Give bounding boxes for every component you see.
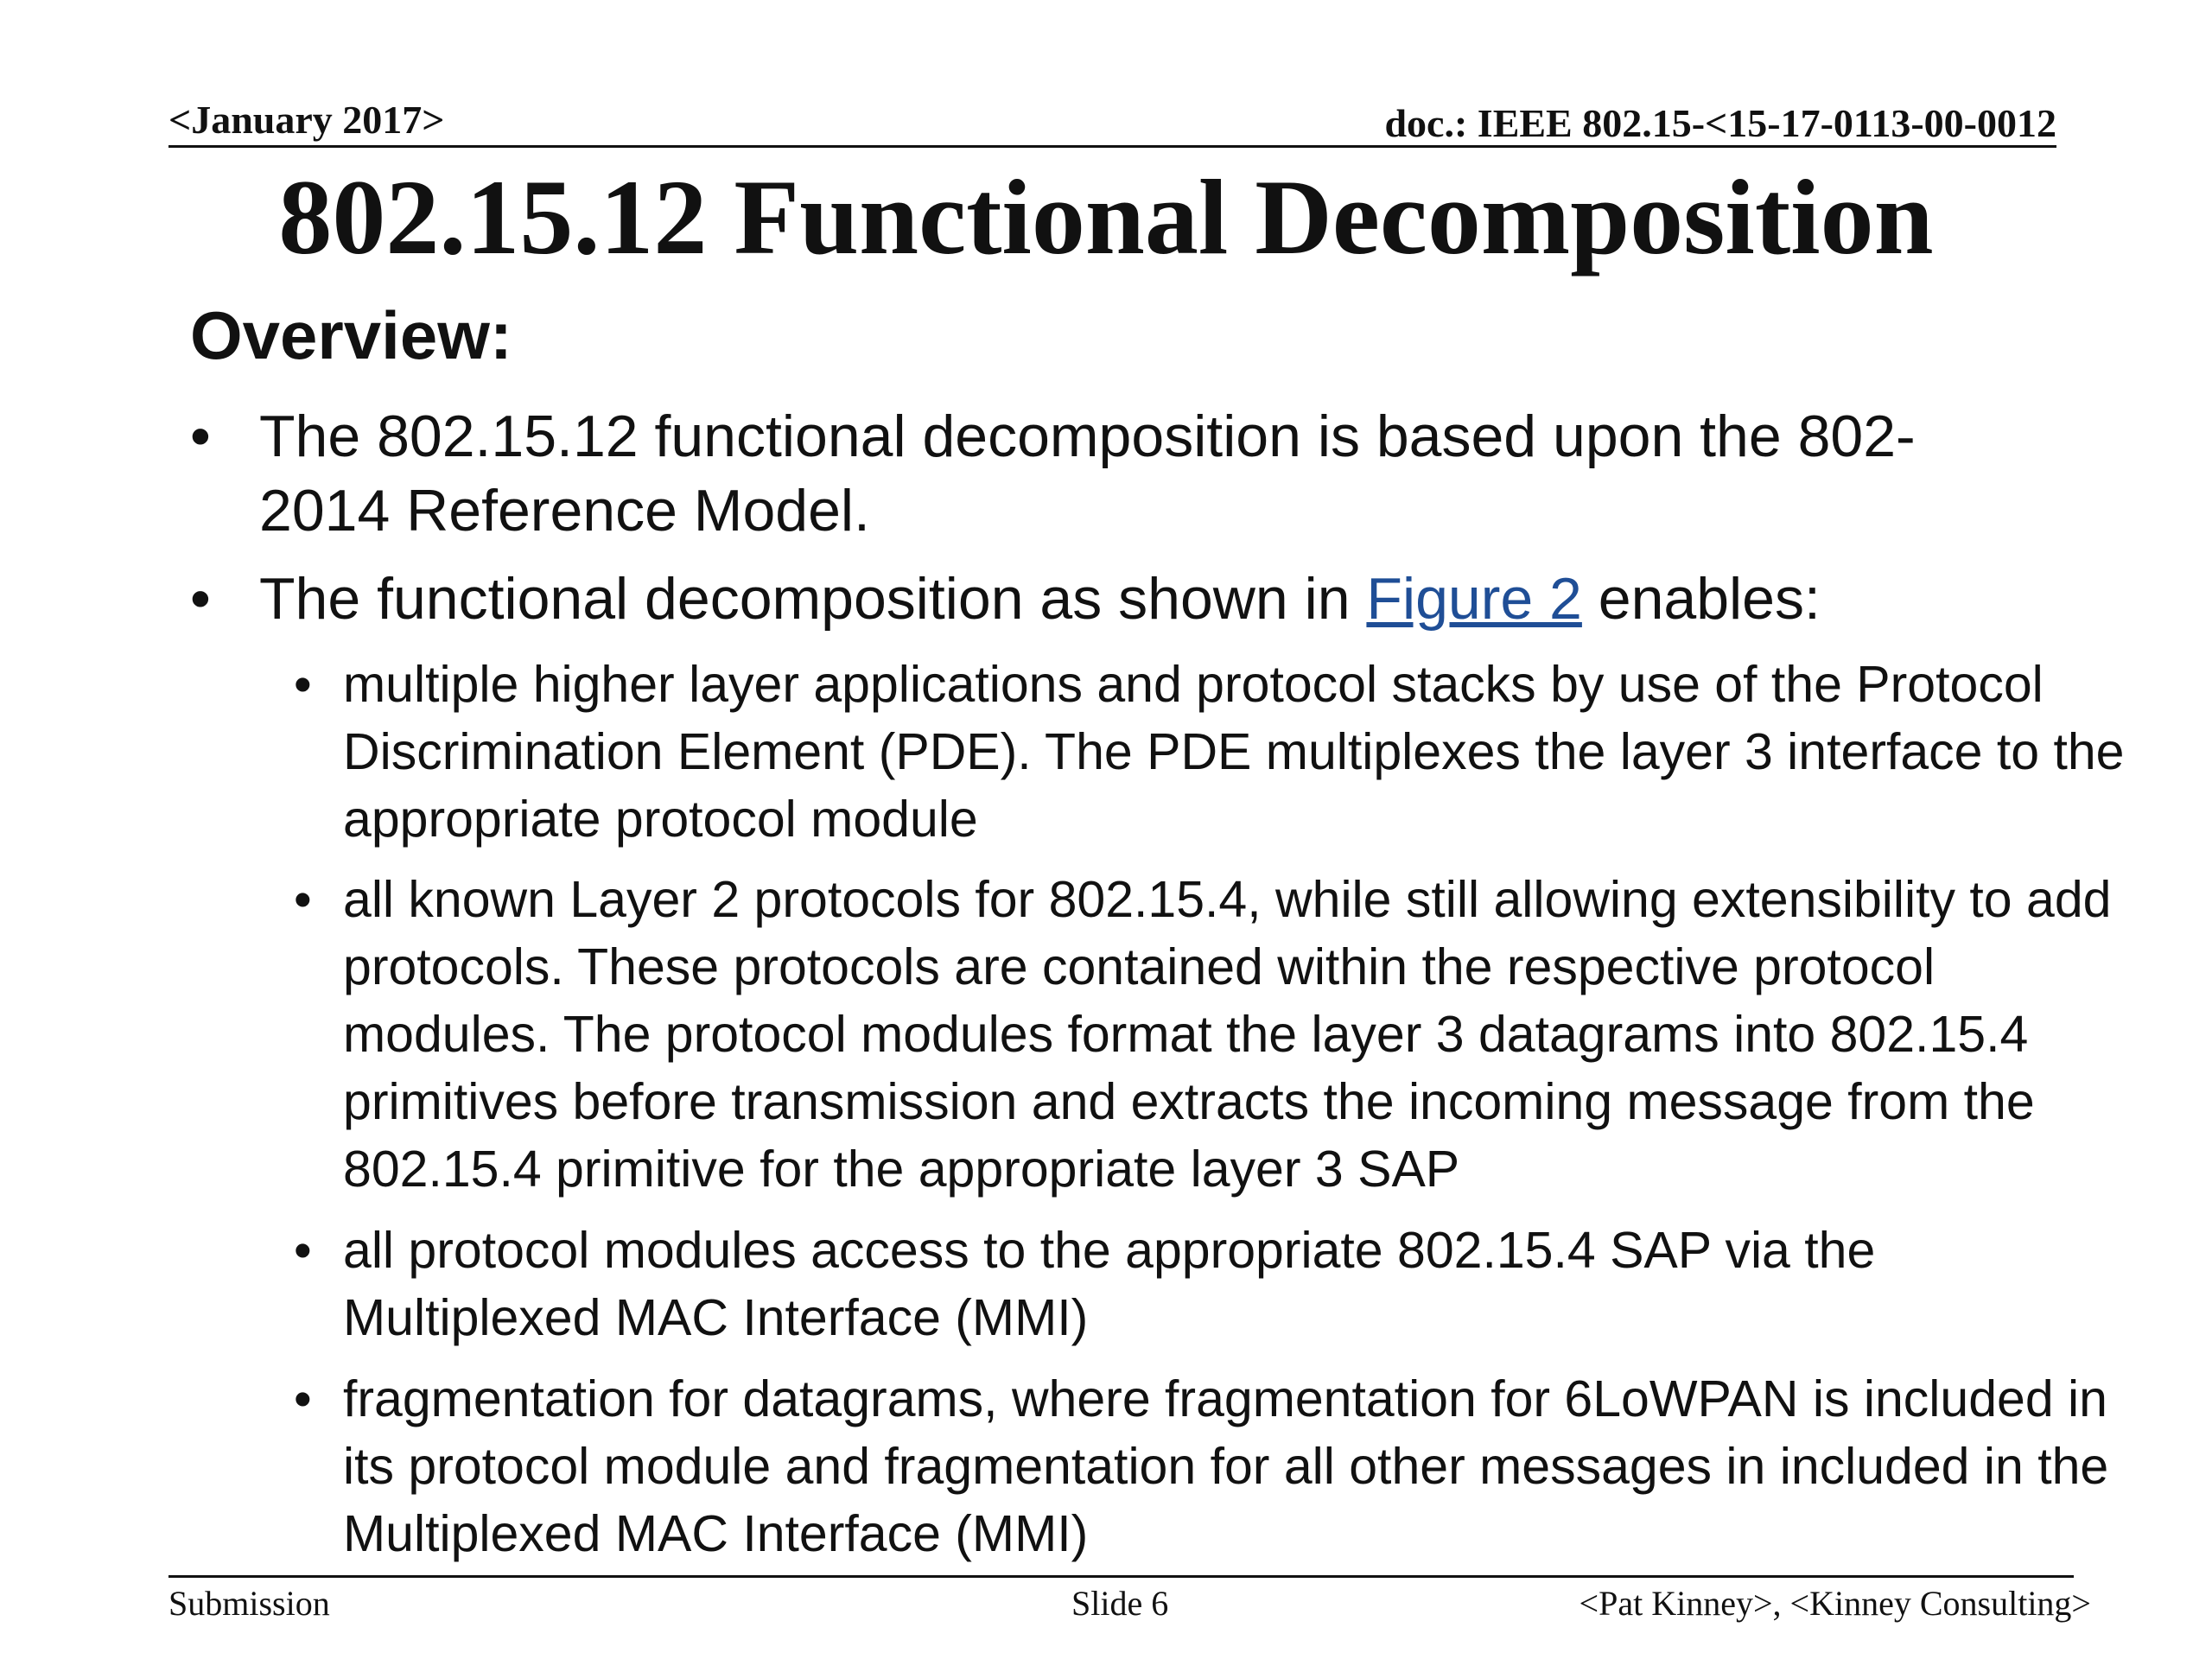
footer-submission: Submission (168, 1584, 330, 1623)
bullet-text: The 802.15.12 functional decomposition is based upon the 802-2014 Reference Model. (259, 404, 1916, 543)
footer-divider (168, 1575, 2074, 1578)
bullet-marker: • (190, 566, 211, 632)
bullet-marker: • (294, 656, 312, 713)
sub-bullet-text: multiple higher layer applications and protocol stacks by use of the Protocol Discrimination Element (PDE). The PDE multiplexes the layer 3 interface to the appropriate protocol module (343, 656, 2125, 848)
sub-bullet-text: all protocol modules access to the appropriate 802.15.4 SAP via the Multiplexed MAC Interface (MMI) (343, 1222, 1876, 1346)
header-date: <January 2017> (168, 98, 445, 142)
sub-bullet-mmi-access (294, 1217, 2126, 1351)
footer-author: <Pat Kinney>, <Kinney Consulting> (1579, 1584, 2091, 1623)
bullet-text-after: enables: (1581, 566, 1821, 632)
bullet-marker: • (294, 1222, 312, 1279)
bullet-enables (190, 562, 2022, 636)
figure-2-link[interactable]: Figure 2 (1366, 566, 1582, 632)
sub-bullet-layer2-protocols (294, 866, 2126, 1203)
sub-bullet-pde (294, 651, 2126, 853)
slide-title: 802.15.12 Functional Decomposition (278, 158, 1934, 276)
bullet-marker: • (294, 1370, 312, 1427)
sub-bullet-fragmentation (294, 1365, 2126, 1567)
bullet-reference-model (190, 399, 2022, 548)
header-divider (168, 145, 2056, 148)
sub-bullet-text: all known Layer 2 protocols for 802.15.4, while still allowing extensibility to add protocols. These protocols are contained within the respective protocol modules. The protocol modules format the layer 3 datagrams into 802.15.4 primitives before transmission and extracts the incoming message from the 802.15.4 primitive for the appropriate layer 3 SAP (343, 871, 2112, 1198)
header-doc-id: doc.: IEEE 802.15-<15-17-0113-00-0012 (1384, 101, 2056, 145)
overview-heading: Overview: (190, 297, 512, 373)
bullet-marker: • (294, 871, 312, 928)
bullet-marker: • (190, 404, 211, 469)
footer-slide-number: Slide 6 (1071, 1584, 1169, 1623)
bullet-text-before: The functional decomposition as shown in (259, 566, 1367, 632)
sub-bullet-text: fragmentation for datagrams, where fragmentation for 6LoWPAN is included in its protocol module and fragmentation for all other messages in included in the Multiplexed MAC Interface (MMI) (343, 1370, 2109, 1562)
